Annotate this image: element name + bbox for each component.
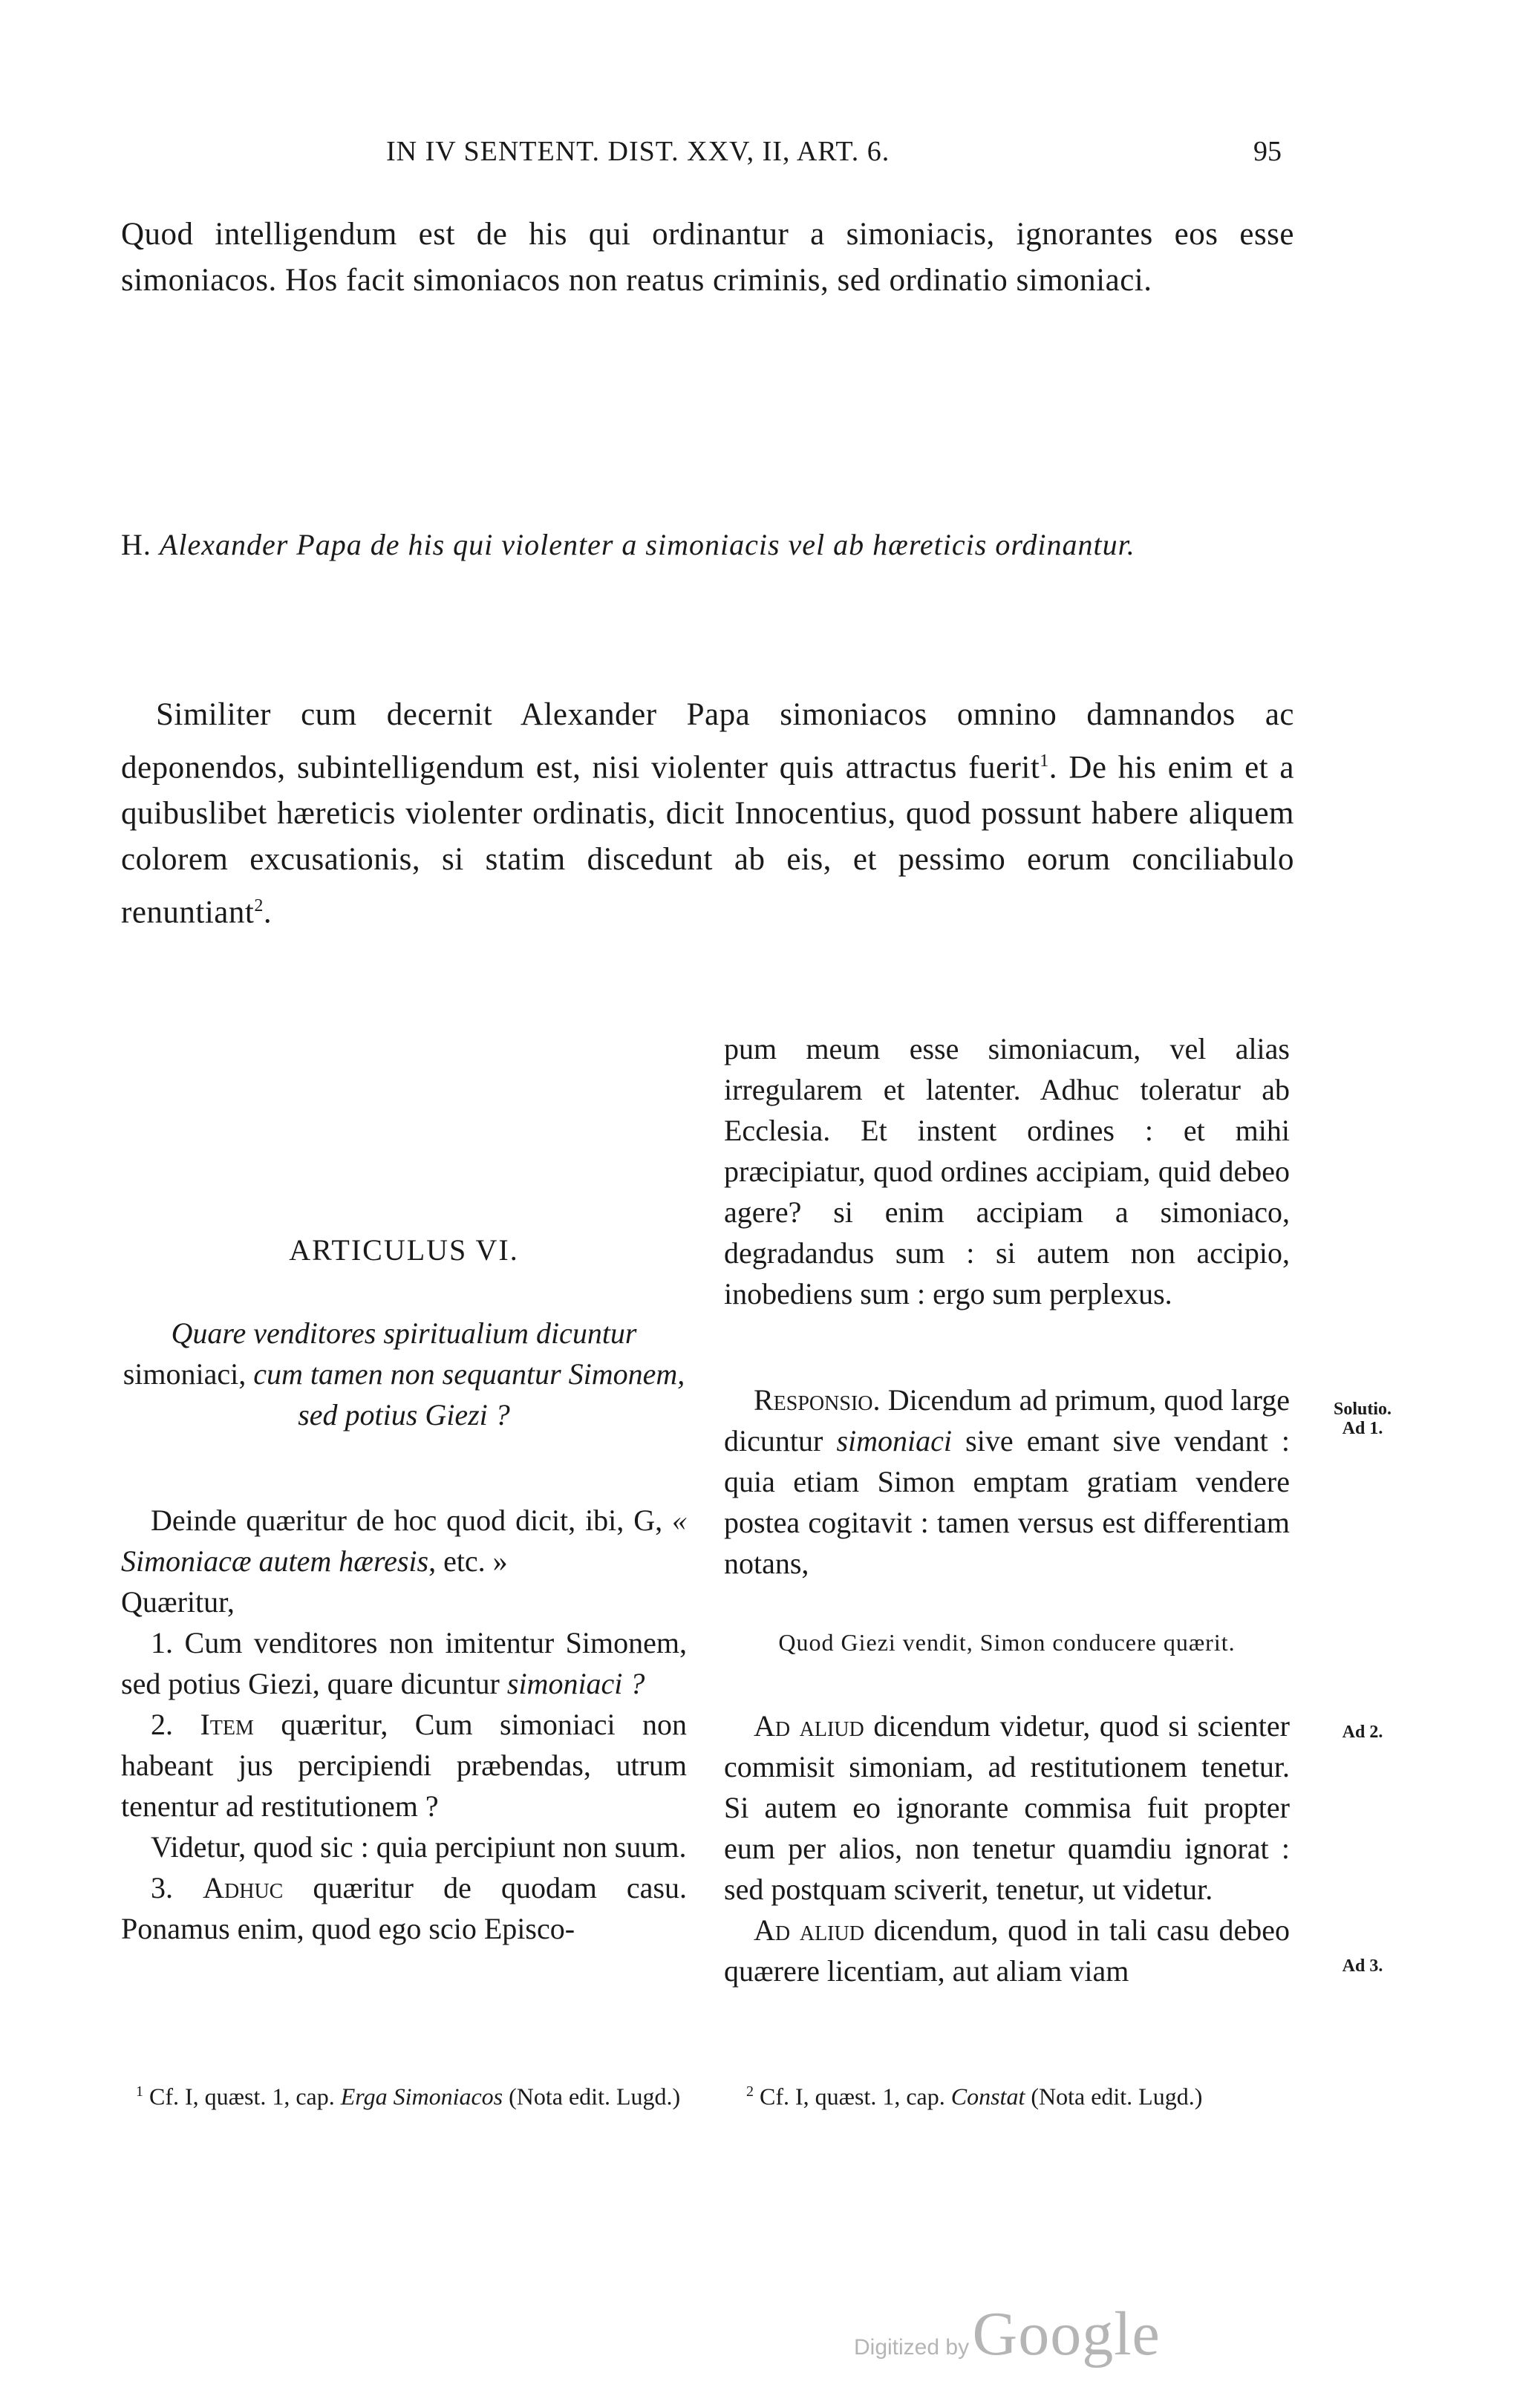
footnote-ref-1: 1 [1040,751,1049,771]
margin-text: Ad 1. [1342,1419,1383,1438]
text: , etc. » [428,1544,508,1578]
footnote-1 [121,2075,687,2113]
text: sive emant sive vendant : quia etiam Simon emptam gratiam vendere postea cogitavit : tamen versus est differentiam notans, [724,1424,1291,1580]
margin-note-solutio [1322,1400,1403,1438]
text: dicendum videtur, quod si scienter commisit simoniam, ad restitutionem tenetur. Si autem eo ignorante commisa fuit propter eum per alios, non tenetur quamdiu ignorat : sed postquam sciverit, tenetur, ut videtur. [724,1709,1290,1906]
right-paragraph-3 [724,1705,1290,1910]
section-h-paragraph [121,692,1294,936]
digitized-label: Digitized by [854,2335,970,2360]
google-watermark [854,2298,1161,2370]
google-logo: Google [972,2299,1161,2368]
section-title: Alexander Papa de his qui violenter a simoniacis vel ab hæreticis ordinantur. [159,528,1135,561]
right-column-top [724,1028,1290,1314]
running-head: IN IV SENTENT. DIST. XXV, II, ART. 6. [386,136,890,167]
footnote-text: (Nota edit. Lugd.) [1031,2083,1203,2110]
left-paragraph-5: Videtur, quod sic : quia percipiunt non suum. [151,1830,687,1864]
right-column-ad2 [724,1705,1290,1991]
text: Cum venditores non imitentur Simonem, sed potius Giezi, quare dicuntur [121,1626,688,1700]
paragraph-text: . [263,895,273,930]
article-title: ARTICULUS VI. [289,1233,519,1267]
small-caps-text: Item [200,1708,254,1741]
text: Dicendum ad primum, quod large dicuntur [724,1383,1290,1457]
text: dicendum, quod in tali casu debeo quærere licentiam, aut aliam viam [724,1913,1291,1988]
right-column-responsio [724,1380,1290,1584]
number: 3. [151,1871,173,1904]
left-paragraph-6 [121,1867,687,1949]
left-paragraph-4 [121,1704,687,1826]
question-text: Quare venditores spiritualium dicuntur [171,1316,637,1350]
number: 2. [151,1708,173,1741]
margin-text: Solutio. [1333,1400,1392,1419]
footnote-number: 1 [136,2083,143,2100]
question-text: cum tamen non sequantur Simonem, sed potius Giezi ? [253,1357,685,1431]
left-paragraph-1 [121,1500,687,1581]
footnote-text: Cf. I, quæst. 1, cap. [760,2083,945,2110]
paragraph-text: . De his enim et a quibuslibet hæreticis violenter ordinatis, dicit Innocentius, quod possunt habere aliquem colorem excusationis, si statim discedunt ab eis, et pessimo eorum conciliabulo renuntiant [121,750,1294,930]
number: 1. [151,1626,173,1659]
text: quæritur, Cum simoniaci non habeant jus percipiendi præbendas, utrum tenentur ad restitutionem ? [121,1708,688,1823]
left-paragraph-2: Quæritur, [121,1585,235,1619]
small-caps-text: Adhuc [203,1871,284,1904]
italic-text: simoniaci ? [506,1667,645,1700]
left-column [121,1500,687,1949]
footnote-text: (Nota edit. Lugd.) [509,2083,681,2110]
small-caps-text: Ad aliud [754,1709,864,1743]
footnote-2 [724,2075,1290,2113]
footnote-italic: Erga Simoniacos [340,2083,503,2110]
section-letter: H. [121,528,151,561]
footnote-italic: Constat [950,2083,1025,2110]
question-text: simoniaci, [123,1357,247,1391]
text: Deinde quæritur de hoc quod dicit, ibi, G, [151,1504,663,1537]
text: quæritur de quodam casu. Ponamus enim, quod ego scio Episco- [121,1871,688,1945]
right-paragraph-2 [724,1380,1290,1584]
page-number: 95 [1253,136,1282,167]
article-question [121,1313,687,1435]
paragraph-text: Similiter cum decernit Alexander Papa simoniacos omnino damnandos ac deponendos, subintelligendum est, nisi violenter quis attractus fuerit [121,697,1294,786]
top-paragraph: Quod intelligendum est de his qui ordinantur a simoniacis, ignorantes eos esse simoniacos. Hos facit simoniacos non reatus criminis, sed ordinatio simoniaci. [121,217,1294,298]
right-paragraph-4 [724,1910,1290,1991]
small-caps-text: Responsio. [754,1383,881,1417]
footnote-number: 2 [746,2083,754,2100]
footnote-text: Cf. I, quæst. 1, cap. [149,2083,335,2110]
margin-note-ad3: Ad 3. [1342,1956,1383,1976]
italic-text: simoniaci [836,1424,952,1457]
margin-note-ad2: Ad 2. [1342,1723,1383,1742]
verse-line: Quod Giezi vendit, Simon conducere quærit. [778,1629,1236,1656]
section-heading-h [121,527,1294,562]
footnote-ref-2: 2 [254,896,264,916]
right-paragraph-1: pum meum esse simoniacum, vel alias irregularem et latenter. Adhuc toleratur ab Ecclesia. Et instent ordines : et mihi præcipiatur, quod ordines accipiam, quid debeo agere? si enim accipiam a simoniaco, degradandus sum : si autem non accipio, inobediens sum : ergo sum perplexus. [724,1032,1290,1310]
quote-text: « Simoniacæ autem hæresis [121,1504,687,1578]
small-caps-text: Ad aliud [754,1913,864,1947]
left-paragraph-3 [121,1622,687,1704]
